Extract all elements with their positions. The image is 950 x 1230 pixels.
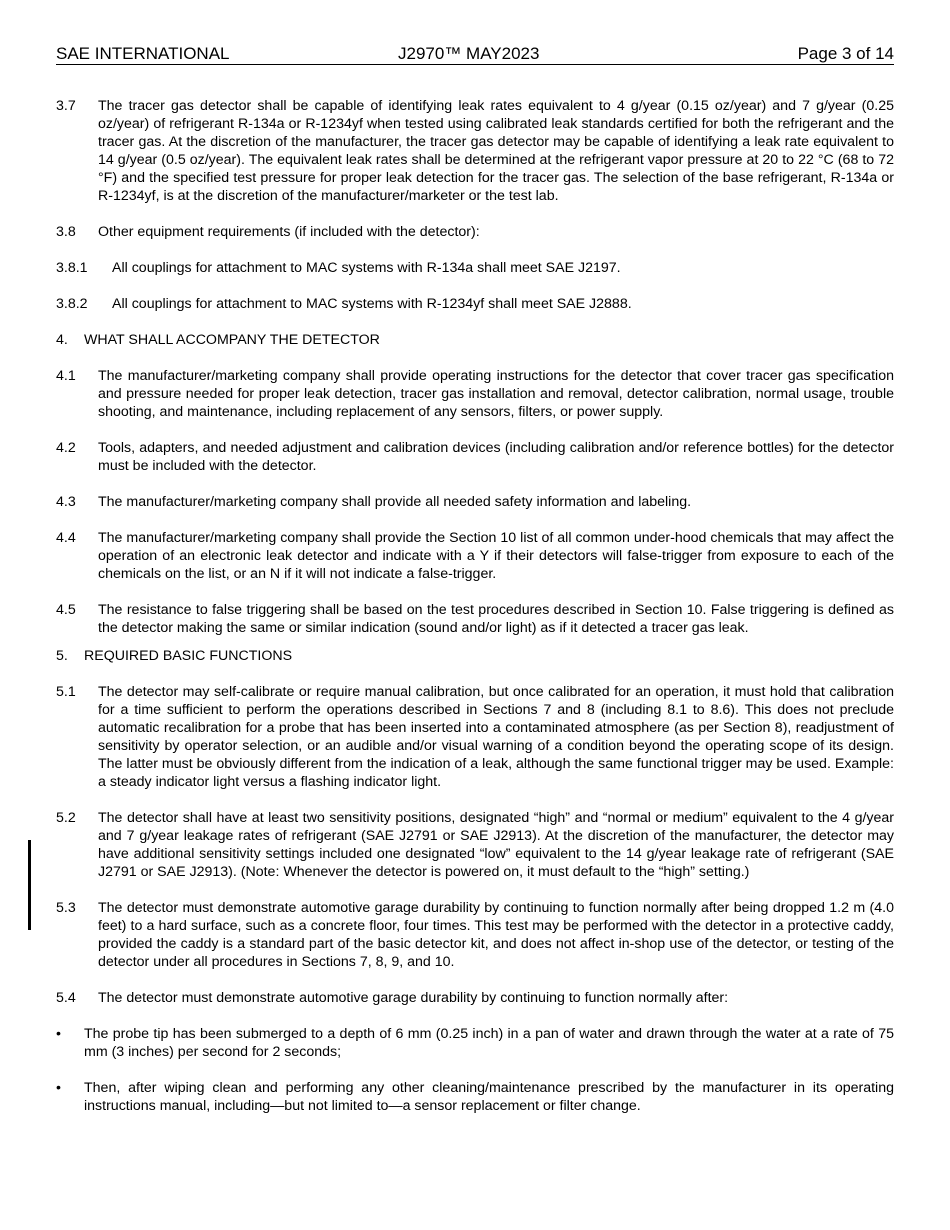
clause-5-2 bbox=[56, 809, 894, 881]
clause-4-5 bbox=[56, 601, 894, 637]
bullet-text: The probe tip has been submerged to a depth of 6 mm (0.25 inch) in a pan of water and drawn through the water at a rate of 75 mm (3 inches) per second for 2 seconds; bbox=[84, 1026, 894, 1060]
bullet-item bbox=[56, 1079, 894, 1115]
clause-number: 4.4 bbox=[56, 530, 76, 546]
revision-change-bar bbox=[28, 840, 31, 930]
clause-number: 3.7 bbox=[56, 98, 76, 114]
clause-number: 5.1 bbox=[56, 684, 76, 700]
clause-4-2 bbox=[56, 439, 894, 475]
section-title: REQUIRED BASIC FUNCTIONS bbox=[84, 648, 293, 664]
bullet-marker: • bbox=[56, 1026, 61, 1042]
clause-4-4 bbox=[56, 529, 894, 583]
clause-text: The detector must demonstrate automotive garage durability by continuing to function normally after being dropped 1.2 m (4.0 feet) to a hard surface, such as a concrete floor, four times. This test may be performed with the detector in a protective caddy, provided the caddy is a standard part of the basic detector kit, and does not affect in-shop use of the detector, or testing of the detector under all procedures in Sections 7, 8, 9, and 10. bbox=[98, 900, 894, 970]
clause-number: 4.1 bbox=[56, 368, 76, 384]
clause-3-8-2 bbox=[56, 295, 894, 313]
clause-text: All couplings for attachment to MAC systems with R-1234yf shall meet SAE J2888. bbox=[112, 296, 632, 312]
clause-text: The detector must demonstrate automotive garage durability by continuing to function normally after: bbox=[98, 990, 729, 1006]
header-document-id: J2970™ MAY2023 bbox=[398, 44, 540, 63]
bullet-text: Then, after wiping clean and performing any other cleaning/maintenance prescribed by the manufacturer in its operating instructions manual, including—but not limited to—a sensor replacement or filter change. bbox=[84, 1080, 894, 1114]
clause-number: 3.8.1 bbox=[56, 260, 88, 276]
section-4-heading bbox=[56, 331, 894, 349]
clause-number: 5.2 bbox=[56, 810, 76, 826]
clause-3-8-1 bbox=[56, 259, 894, 277]
clause-number: 4.5 bbox=[56, 602, 76, 618]
clause-text: The manufacturer/marketing company shall provide all needed safety information and labeling. bbox=[98, 494, 692, 510]
page-header bbox=[56, 44, 894, 65]
clause-text: The manufacturer/marketing company shall provide operating instructions for the detector that cover tracer gas specification and pressure needed for proper leak detection, tracer gas installation and removal, detector calibration, normal usage, trouble shooting, and maintenance, including replacement of any sensors, filters, or power supply. bbox=[98, 368, 894, 420]
document-body bbox=[56, 97, 894, 1133]
clause-text: The tracer gas detector shall be capable of identifying leak rates equivalent to 4 g/year (0.15 oz/year) and 7 g/year (0.25 oz/year) of refrigerant R-134a or R-1234yf when tested using calibrated leak standards certified for both the refrigerant and the tracer gas. At the discretion of the manufacturer, the tracer gas detector may be capable of identifying a leak rate equivalent to 14 g/year (0.5 oz/year). The equivalent leak rates shall be determined at the refrigerant vapor pressure at 20 to 22 °C (68 to 72 °F) and the specified test pressure for proper leak detection for the tracer gas. The selection of the base refrigerant, R-134a or R-1234yf, is at the discretion of the manufacturer/marketer or the test lab. bbox=[98, 98, 894, 204]
clause-number: 5.4 bbox=[56, 990, 76, 1006]
section-number: 5. bbox=[56, 648, 68, 664]
section-number: 4. bbox=[56, 332, 68, 348]
clause-number: 3.8.2 bbox=[56, 296, 88, 312]
clause-4-1 bbox=[56, 367, 894, 421]
clause-4-3 bbox=[56, 493, 894, 511]
clause-text: The resistance to false triggering shall be based on the test procedures described in Section 10. False triggering is defined as the detector making the same or similar indication (sound and/or light) as if it detected a tracer gas leak. bbox=[98, 602, 894, 636]
header-page-number: Page 3 of 14 bbox=[797, 44, 894, 63]
clause-text: The detector shall have at least two sensitivity positions, designated “high” and “normal or medium” equivalent to the 4 g/year and 7 g/year leakage rates of refrigerant (SAE J2791 or SAE J2913). At the discretion of the manufacturer, the detector may have additional sensitivity settings included one designated “low” equivalent to the 14 g/year leakage rate of refrigerant (SAE J2791 or SAE J2913). (Note: Whenever the detector is powered on, it must default to the “high” setting.) bbox=[98, 810, 894, 880]
clause-text: The manufacturer/marketing company shall provide the Section 10 list of all common under-hood chemicals that may affect the operation of an electronic leak detector and indicate with a Y if their detectors will false-trigger from exposure to each of the chemicals on the list, or an N if it will not indicate a false-trigger. bbox=[98, 530, 894, 582]
clause-text: Tools, adapters, and needed adjustment and calibration devices (including calibration and/or reference bottles) for the detector must be included with the detector. bbox=[98, 440, 894, 474]
clause-5-3 bbox=[56, 899, 894, 971]
clause-3-7 bbox=[56, 97, 894, 205]
clause-number: 4.2 bbox=[56, 440, 76, 456]
clause-number: 3.8 bbox=[56, 224, 76, 240]
bullet-item bbox=[56, 1025, 894, 1061]
clause-text: All couplings for attachment to MAC systems with R-134a shall meet SAE J2197. bbox=[112, 260, 621, 276]
section-title: WHAT SHALL ACCOMPANY THE DETECTOR bbox=[84, 332, 380, 348]
clause-5-1 bbox=[56, 683, 894, 791]
clause-number: 4.3 bbox=[56, 494, 76, 510]
clause-number: 5.3 bbox=[56, 900, 76, 916]
clause-text: Other equipment requirements (if included with the detector): bbox=[98, 224, 480, 240]
clause-3-8 bbox=[56, 223, 894, 241]
section-5-heading bbox=[56, 647, 894, 665]
clause-5-4 bbox=[56, 989, 894, 1007]
header-organization: SAE INTERNATIONAL bbox=[56, 44, 230, 63]
clause-text: The detector may self-calibrate or require manual calibration, but once calibrated for an operation, it must hold that calibration for a time sufficient to perform the operations described in Sections 7 and 8 (including 8.1 to 8.6). This does not preclude automatic recalibration for a probe that has been inserted into a contaminated atmosphere (as per Section 8), readjustment of sensitivity by operator selection, or an audible and/or visual warning of a condition beyond the operating scope of its design. The latter must be obviously different from the indication of a leak, although the same functional trigger may be used. Example: a steady indicator light versus a flashing indicator light. bbox=[98, 684, 894, 790]
bullet-marker: • bbox=[56, 1080, 61, 1096]
